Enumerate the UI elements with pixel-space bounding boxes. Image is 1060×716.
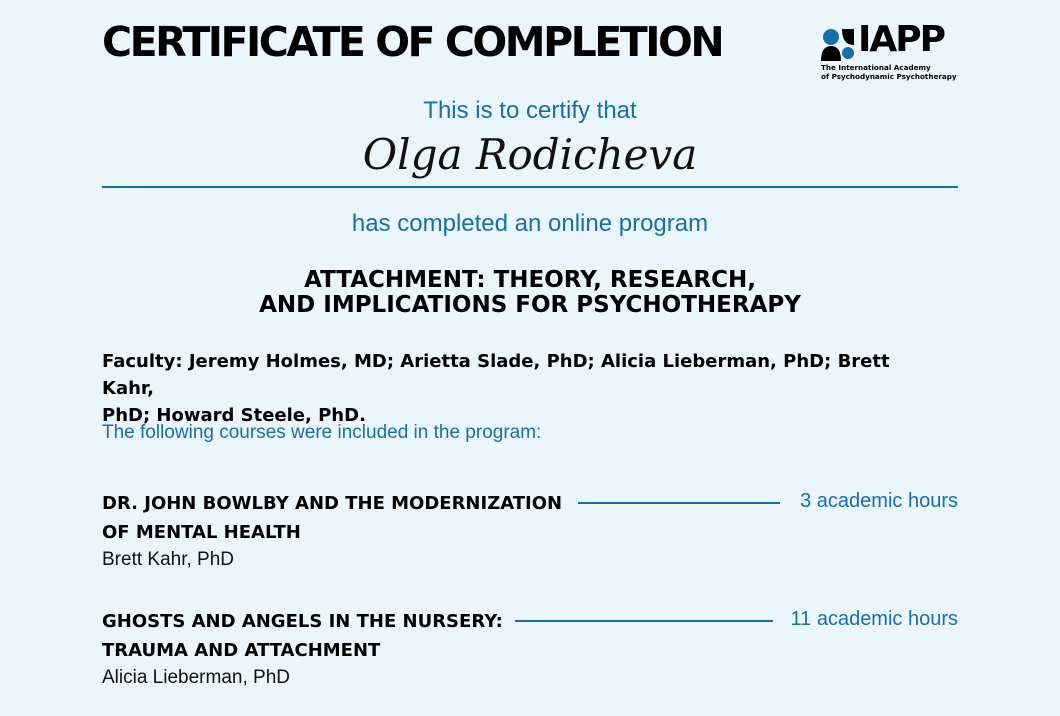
iapp-logo	[821, 19, 961, 86]
certify-text: This is to certify that	[423, 97, 637, 124]
course-item	[102, 489, 958, 573]
course-title-line1: GHOSTS AND ANGELS IN THE NURSERY:	[102, 611, 503, 632]
course-leader-line	[578, 502, 780, 504]
included-courses-text: The following courses were included in the program:	[102, 422, 542, 443]
program-title	[0, 268, 1060, 318]
course-title-line1: DR. JOHN BOWLBY AND THE MODERNIZATION	[102, 493, 563, 514]
completed-text: has completed an online program	[351, 210, 709, 237]
faculty-list	[102, 348, 932, 429]
course-title-line2: OF MENTAL HEALTH	[102, 522, 301, 543]
course-hours: 11 academic hours	[790, 608, 958, 630]
logo-wordmark: IAPP	[858, 19, 945, 60]
course-author: Brett Kahr, PhD	[102, 549, 235, 570]
course-hours: 3 academic hours	[800, 490, 958, 512]
name-divider	[102, 186, 958, 188]
program-title-line2: AND IMPLICATIONS FOR PSYCHOTHERAPY	[259, 292, 801, 318]
iapp-logo-icon	[821, 28, 855, 61]
recipient-name: Olga Rodicheva	[362, 130, 698, 179]
faculty-line2: PhD; Howard Steele, PhD.	[102, 405, 366, 426]
faculty-line1: Faculty: Jeremy Holmes, MD; Arietta Slade, PhD; Alicia Lieberman, PhD; Brett Kahr,	[102, 351, 890, 399]
logo-subtitle	[821, 63, 961, 81]
program-title-line1: ATTACHMENT: THEORY, RESEARCH,	[304, 267, 756, 293]
course-title-line2: TRAUMA AND ATTACHMENT	[102, 640, 381, 661]
course-author: Alicia Lieberman, PhD	[102, 667, 290, 688]
logo-subtitle-line2: of Psychodynamic Psychotherapy	[821, 72, 957, 81]
course-item	[102, 607, 958, 691]
course-leader-line	[515, 620, 773, 622]
certificate-title: CERTIFICATE OF COMPLETION	[102, 18, 723, 66]
logo-subtitle-line1: The International Academy	[821, 63, 931, 72]
